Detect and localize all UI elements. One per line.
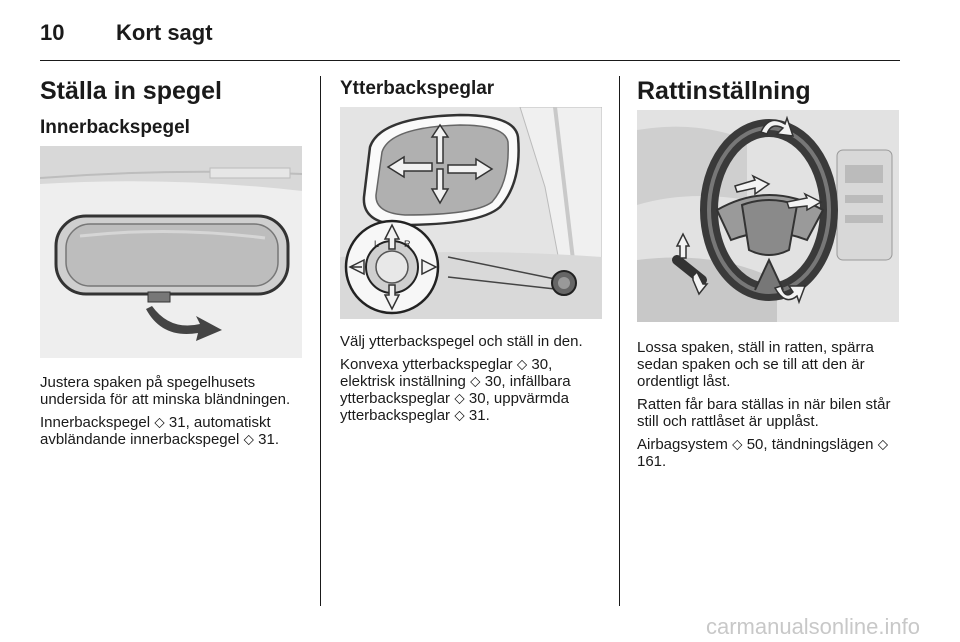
column-divider-1 [320,76,321,606]
header-rule [40,60,900,61]
paragraph-inner-mirror-refs: Innerbackspegel ⬦ 31, automatiskt avbländande innerbackspegel ⬦ 31. [40,414,280,448]
paragraph-inner-mirror-adjust: Justera spaken på spegelhusets undersida för att minska bländningen. [40,374,291,408]
page-number: 10 [40,20,65,45]
subheading-inner-mirror: Innerbackspegel [40,117,190,138]
inner-mirror-illustration [40,146,302,358]
steering-wheel-illustration [637,110,899,322]
mirror-switch-label-right: R [404,239,411,249]
outer-mirror-illustration [340,107,602,319]
paragraph-steering-stationary: Ratten får bara ställas in när bilen står still och rattlåset är upplåst. [637,396,891,430]
section-heading-steering: Rattinställning [637,77,811,105]
paragraph-steering-refs: Airbagsystem ⬦ 50, tändningslägen ⬦ 161. [637,436,889,470]
section-heading-mirrors: Ställa in spegel [40,77,223,105]
paragraph-outer-mirror-refs: Konvexa ytterbackspeglar ⬦ 30, elektrisk inställning ⬦ 30, infällbara ytterbackspeglar ⬦ 30, uppvärmda ytterbackspeglar ⬦ 31. [340,356,571,424]
running-title: Kort sagt [116,20,213,45]
mirror-switch-label-left: L [374,239,380,249]
watermark: carmanualsonline.info [705,614,920,639]
subheading-outer-mirrors: Ytterbackspeglar [340,78,495,99]
paragraph-outer-mirror-select: Välj ytterbackspegel och ställ in den. [340,333,583,350]
column-divider-2 [619,76,620,606]
paragraph-steering-adjust: Lossa spaken, ställ in ratten, spärra sedan spaken och se till att den är ordentligt låst. [637,339,874,390]
